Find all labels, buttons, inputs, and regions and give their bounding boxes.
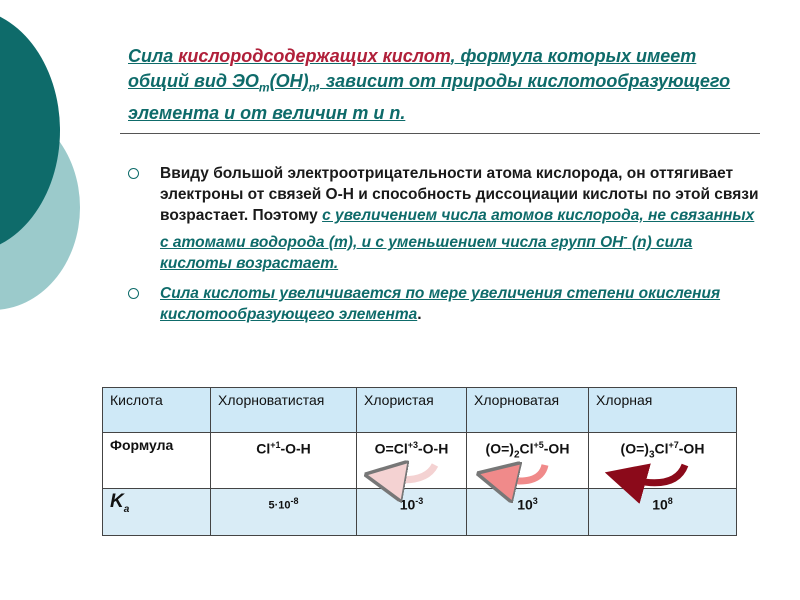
- table-header-row: [103, 388, 737, 433]
- ka-cell: $10^3$: [467, 489, 589, 536]
- bullet-link[interactable]: Сила кислоты увеличивается по мере увеличения степени окисления кислотообразующего элемента: [160, 285, 721, 324]
- table-row-formula: [103, 433, 737, 489]
- bullet-circle-icon: [128, 168, 139, 179]
- title-divider: [120, 133, 760, 134]
- header-cell: Хлорноватая: [467, 388, 589, 433]
- acid-table: [102, 387, 737, 536]
- formula-cell: $O=Cl^{+3}-O-H$: [357, 433, 467, 489]
- bullet-item: Ввиду большой электроотрицательности атома кислорода, он оттягивает электроны от связей О-Н и способность диссоциации кислоты по этой связи возрастает. Поэтому с увеличением числа атомов кислорода, не связанных с атомами водорода (m), и с уменьшением числа групп ОН- (n) сила кислоты возрастает.: [128, 163, 760, 274]
- header-cell: Кислота: [103, 388, 211, 433]
- bullet-list: [128, 163, 760, 334]
- header-cell: Хлористая: [357, 388, 467, 433]
- formula-cell: $(O=)_3Cl^{+7}-OH$: [589, 433, 737, 489]
- bullet-link[interactable]: с увеличением числа атомов кислорода, не связанных с атомами водорода (m), и с уменьшением числа групп ОН- (n) сила кислоты возрастает.: [160, 207, 755, 273]
- ka-cell: $10^8$: [589, 489, 737, 536]
- bullet-circle-icon: [128, 288, 139, 299]
- title-link[interactable]: кислородсодержащих кислот: [178, 46, 451, 66]
- formula-cell: $(O=)_2Cl^{+5}-OH$: [467, 433, 589, 489]
- header-cell: Хлорная: [589, 388, 737, 433]
- ka-cell: $5\cdot 10^{-8}$: [211, 489, 357, 536]
- formula-cell: $Cl^{+1}-O-H$: [211, 433, 357, 489]
- slide-title: Сила кислородсодержащих кислот, формула которых имеет общий вид $ЭО_m(ОН)_n$, зависит от природы кислотообразующего элемента и от величин m и n.: [128, 46, 731, 123]
- bullet-item: Сила кислоты увеличивается по мере увеличения степени окисления кислотообразующего элемента.: [128, 283, 760, 325]
- ka-cell: $10^{-3}$: [357, 489, 467, 536]
- ka-label: $K_a$: [103, 489, 211, 536]
- formula-label: Формула: [103, 433, 211, 489]
- header-cell: Хлорноватистая: [211, 388, 357, 433]
- table-row-ka: [103, 489, 737, 536]
